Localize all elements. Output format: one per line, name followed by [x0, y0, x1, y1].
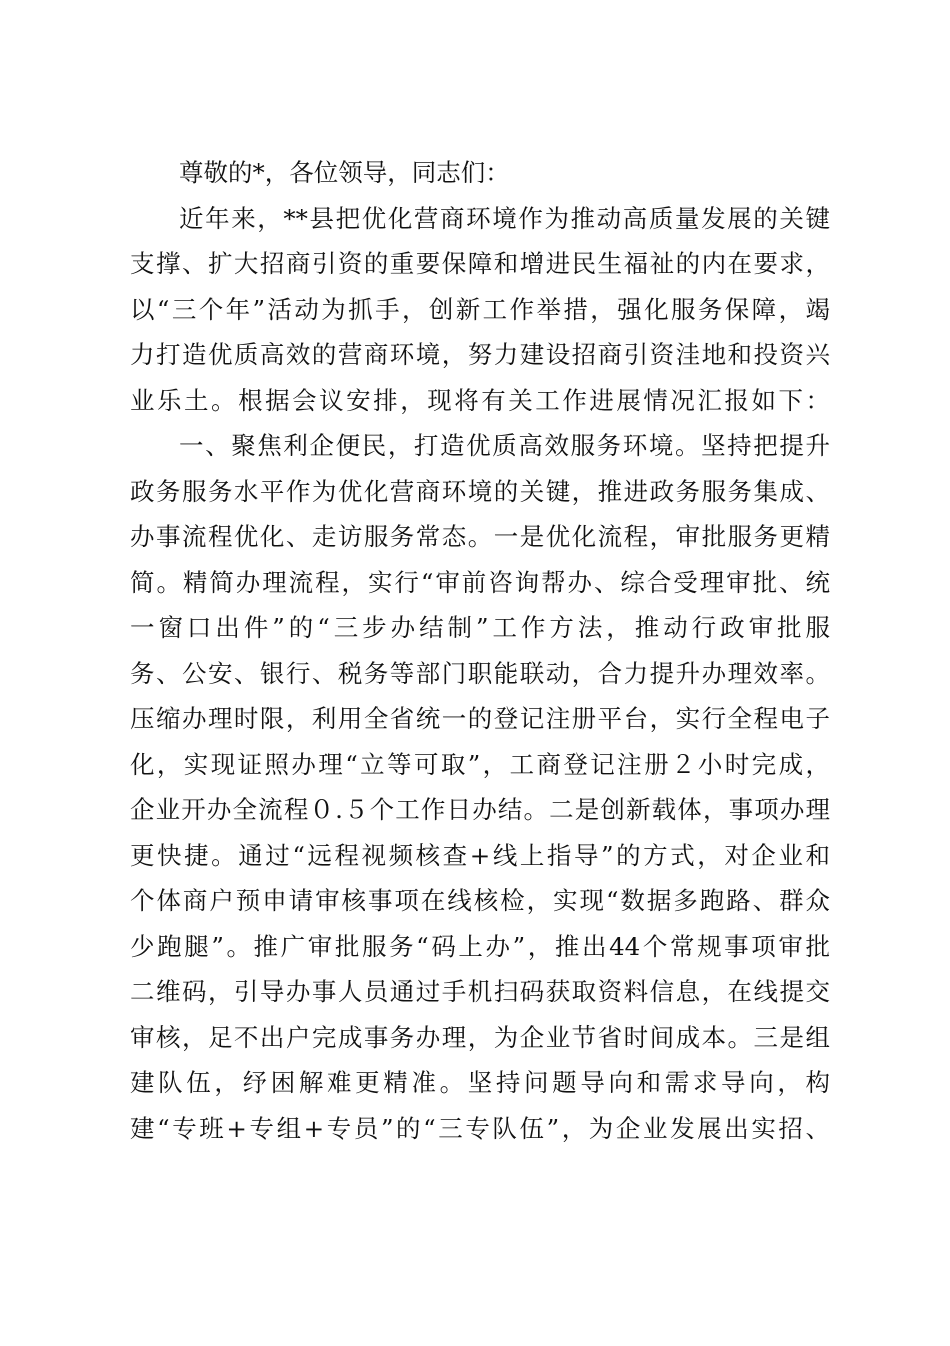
paragraph-2-line-7: 压缩办理时限，利用全省统一的登记注册平台，实行全程电子 [130, 704, 830, 733]
paragraph-1-line-4: 力打造优质高效的营商环境，努力建设招商引资洼地和投资兴 [130, 340, 830, 369]
paragraph-2-line-5: 一窗口出件”的“三步办结制”工作方法，推动行政审批服 [130, 613, 830, 642]
paragraph-1-line-3: 以“三个年”活动为抓手，创新工作举措，强化服务保障，竭 [130, 294, 830, 324]
paragraph-2-line-15: 建队伍，纾困解难更精准。坚持问题导向和需求导向，构 [130, 1068, 830, 1097]
document-body [130, 150, 830, 1151]
paragraph-2-line-13: 二维码，引导办事人员通过手机扫码获取资料信息，在线提交 [130, 977, 830, 1006]
paragraph-2-line-12: 少跑腿”。推广审批服务“码上办”，推出44个常规事项审批 [130, 931, 830, 961]
paragraph-2-line-16: 建“专班+专组+专员”的“三专队伍”，为企业发展出实招、 [130, 1113, 830, 1143]
paragraph-2-line-14: 审核，足不出户完成事务办理，为企业节省时间成本。三是组 [130, 1022, 830, 1052]
paragraph-2-line-9: 企业开办全流程０.５个工作日办结。二是创新载体，事项办理 [130, 795, 830, 824]
paragraph-2-line-2: 政务服务水平作为优化营商环境的关键，推进政务服务集成、 [130, 476, 830, 506]
paragraph-1-line-5: 业乐土。根据会议安排，现将有关工作进展情况汇报如下： [130, 385, 830, 415]
paragraph-2-line-3: 办事流程优化、走访服务常态。一是优化流程，审批服务更精 [130, 522, 830, 551]
paragraph-2-line-4: 简。精简办理流程，实行“审前咨询帮办、综合受理审批、统 [130, 567, 830, 597]
paragraph-1-line-2: 支撑、扩大招商引资的重要保障和增进民生福祉的内在要求， [130, 249, 830, 278]
paragraph-2-line-1: 一、聚焦利企便民，打造优质高效服务环境。坚持把提升 [179, 431, 830, 460]
paragraph-2-line-8: 化，实现证照办理“立等可取”，工商登记注册２小时完成， [130, 749, 830, 779]
paragraph-2-line-11: 个体商户预申请审核事项在线核检，实现“数据多跑路、群众 [130, 886, 830, 915]
greeting-line: 尊敬的*，各位领导，同志们： [179, 158, 510, 187]
paragraph-2-line-6: 务、公安、银行、税务等部门职能联动，合力提升办理效率。 [130, 658, 830, 688]
paragraph-2-line-10: 更快捷。通过“远程视频核查+线上指导”的方式，对企业和 [130, 840, 830, 870]
paragraph-1-line-1: 近年来，**县把优化营商环境作为推动高质量发展的关键 [179, 203, 830, 233]
